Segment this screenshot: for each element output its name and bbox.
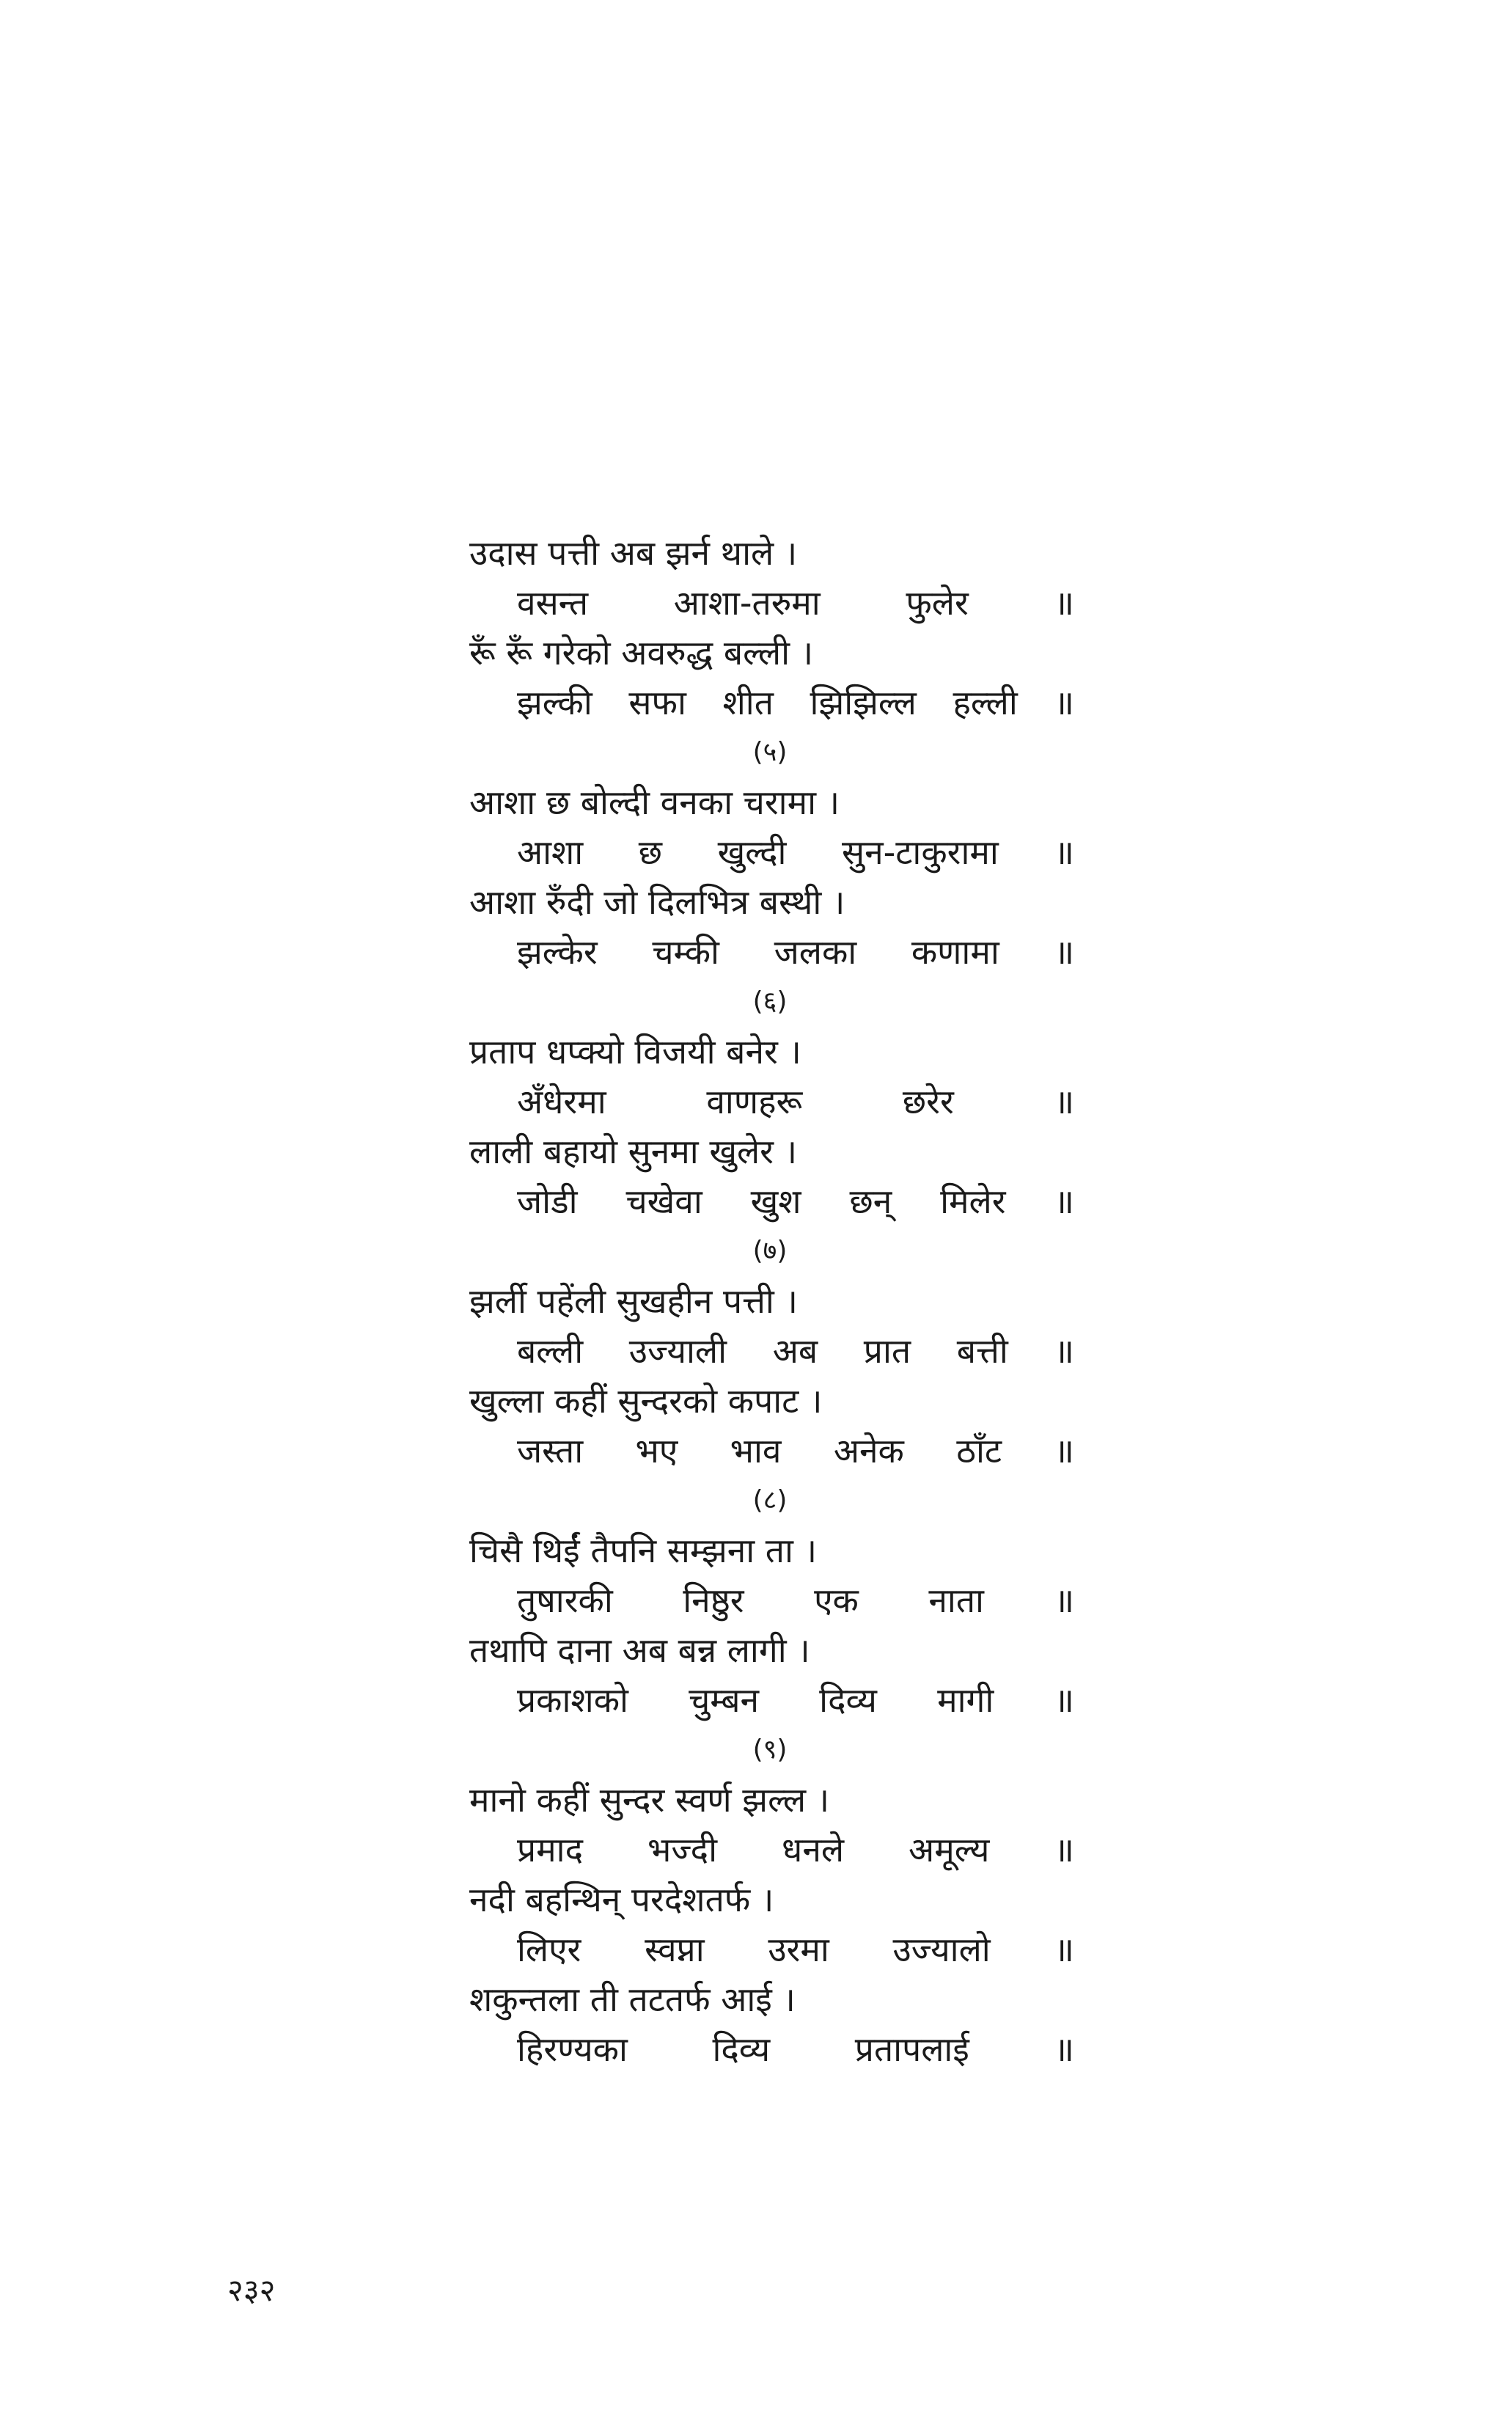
verse-line: आशा छ बोल्दी वनका चरामा । — [469, 783, 840, 822]
verse-line: बल्ली उज्याली अब प्रात बत्ती ॥ — [517, 1331, 1074, 1371]
verse-line: रूँ रूँ गरेको अवरुद्ध बल्ली । — [469, 633, 814, 673]
verse-line: तुषारकी निष्ठुर एक नाता ॥ — [517, 1581, 1074, 1620]
verse-line: जस्ता भए भाव अनेक ठाँट ॥ — [517, 1431, 1074, 1471]
verse-line: जोडी चखेवा खुश छन् मिलेर ॥ — [517, 1182, 1074, 1221]
verse-line: अँधेरमा वाणहरू छरेर ॥ — [517, 1082, 1074, 1121]
verse-line: झल्केर चम्की जलका कणामा ॥ — [517, 932, 1074, 972]
verse-line: नदी बहन्थिन् परदेशतर्फ । — [469, 1880, 774, 1919]
verse-line: लाली बहायो सुनमा खुलेर । — [469, 1132, 798, 1171]
verse-line: आशा छ खुल्दी सुन-टाकुरामा ॥ — [517, 832, 1074, 872]
verse-line: प्रकाशको चुम्बन दिव्य मागी ॥ — [517, 1680, 1074, 1720]
stanza-number: (५) — [752, 737, 788, 767]
verse-line: वसन्त आशा-तरुमा फुलेर ॥ — [517, 583, 1074, 623]
stanza-number: (६) — [752, 986, 788, 1017]
verse-line: शकुन्तला ती तटतर्फ आई । — [469, 1980, 796, 2019]
verse-line: प्रमाद भज्दी धनले अमूल्य ॥ — [517, 1830, 1074, 1870]
verse-line: उदास पत्ती अब झर्न थाले । — [469, 533, 798, 573]
verse-line: झर्ली पहेंली सुखहीन पत्ती । — [469, 1281, 798, 1321]
stanza-number: (७) — [752, 1236, 788, 1266]
verse-line: लिएर स्वप्ना उरमा उज्यालो ॥ — [517, 1930, 1074, 1969]
verse-line: झल्की सफा शीत झिझिल्ल हल्ली ॥ — [517, 683, 1074, 722]
page-number: २३२ — [227, 2272, 276, 2308]
stanza-number: (८) — [752, 1485, 788, 1515]
verse-line: प्रताप धप्क्यो विजयी बनेर । — [469, 1032, 801, 1072]
verse-line: खुल्ला कहीं सुन्दरको कपाट । — [469, 1381, 823, 1421]
poem-body — [469, 528, 1100, 2074]
stanza-number: (९) — [752, 1735, 788, 1765]
verse-line: तथापि दाना अब बन्न लागी । — [469, 1630, 810, 1670]
verse-line: मानो कहीं सुन्दर स्वर्ण झल्ल । — [469, 1780, 830, 1820]
verse-line: आशा रुँदी जो दिलभित्र बस्थी । — [469, 882, 845, 922]
verse-line: चिसै थिईं तैपनि सम्झना ता । — [469, 1531, 818, 1570]
verse-line: हिरण्यका दिव्य प्रतापलाई ॥ — [517, 2029, 1074, 2069]
